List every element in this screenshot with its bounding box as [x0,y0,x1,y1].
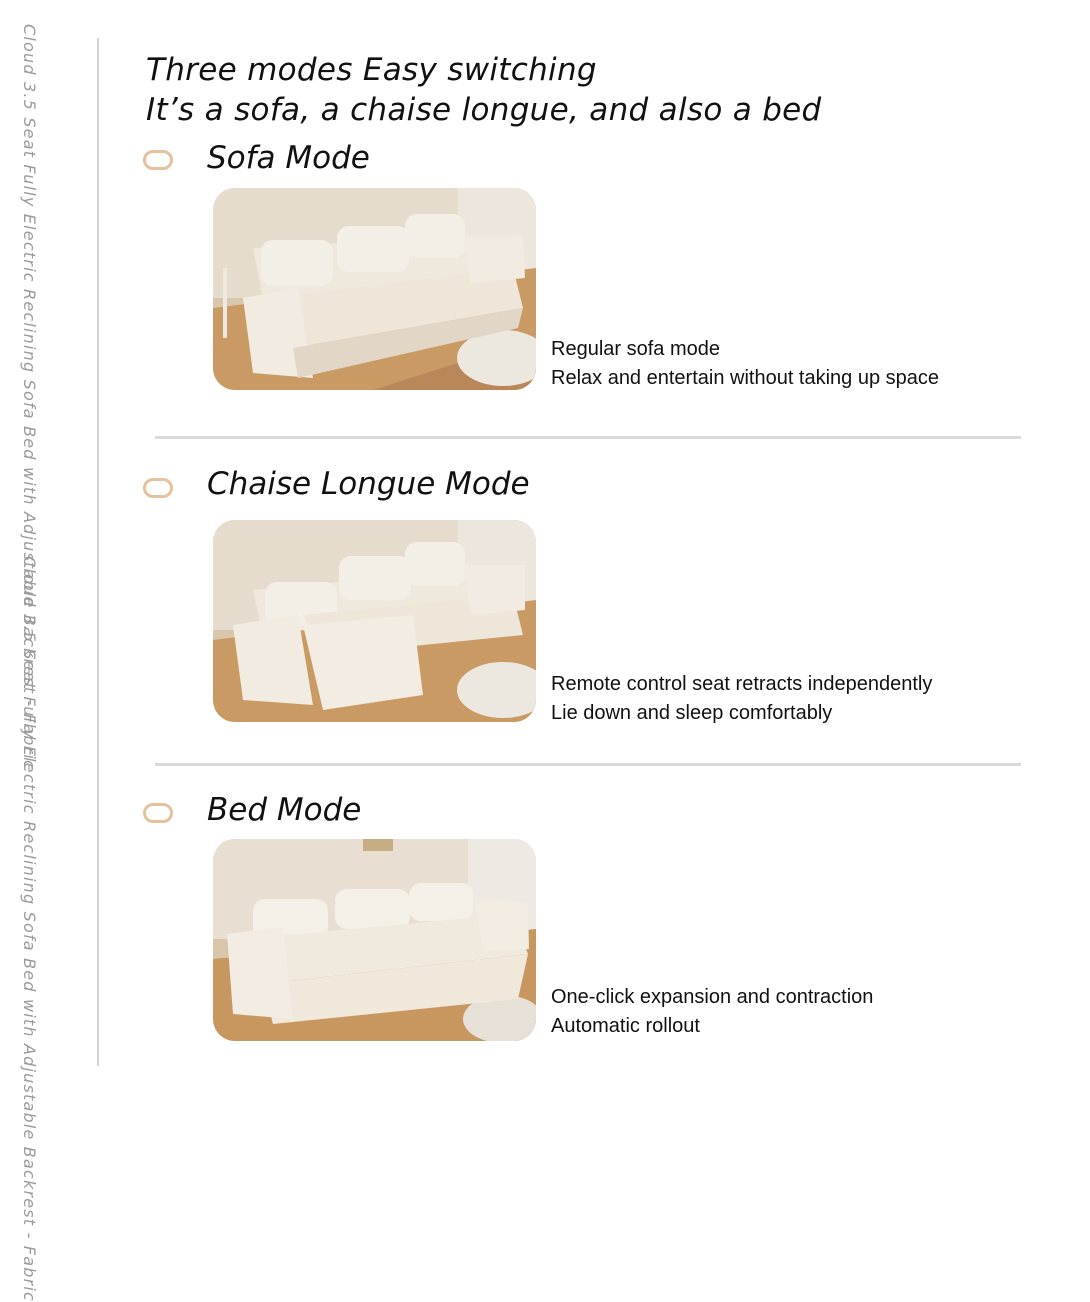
mode-description-bed [551,983,873,1041]
mode-description-line: Relax and entertain without taking up space [551,367,940,389]
side-divider [97,38,99,1066]
bullet-icon [143,478,173,498]
bullet-icon [143,803,173,823]
mode-title-bed: Bed Mode [207,792,362,828]
mode-description-line: Automatic rollout [551,1015,700,1037]
headline-line-2: It’s a sofa, a chaise longue, and also a bed [146,92,822,128]
mode-description-line: Lie down and sleep comfortably [551,702,833,724]
side-product-title-repeat: Cloud 3.5 Seat Fully Electric Reclining Sofa Bed with Adjustable Backrest - Fabric [20,556,39,1302]
mode-title-chaise: Chaise Longue Mode [207,466,530,502]
section-divider [155,436,1021,439]
mode-description-line: Regular sofa mode [551,338,720,360]
sofa-mode-photo [213,188,536,390]
section-divider [155,763,1021,766]
chaise-mode-photo [213,520,536,722]
bullet-icon [143,150,173,170]
mode-description-chaise [551,670,932,728]
mode-description-line: One-click expansion and contraction [551,986,874,1008]
mode-description-sofa [551,335,939,393]
headline [146,50,822,130]
bed-mode-photo [213,839,536,1041]
side-product-title: Cloud 3.5 Seat Fully Electric Reclining Sofa Bed with Adjustable Backrest - Fabric [20,24,39,771]
headline-line-1: Three modes Easy switching [146,52,597,88]
mode-title-sofa: Sofa Mode [207,140,370,176]
mode-description-line: Remote control seat retracts independently [551,673,933,695]
